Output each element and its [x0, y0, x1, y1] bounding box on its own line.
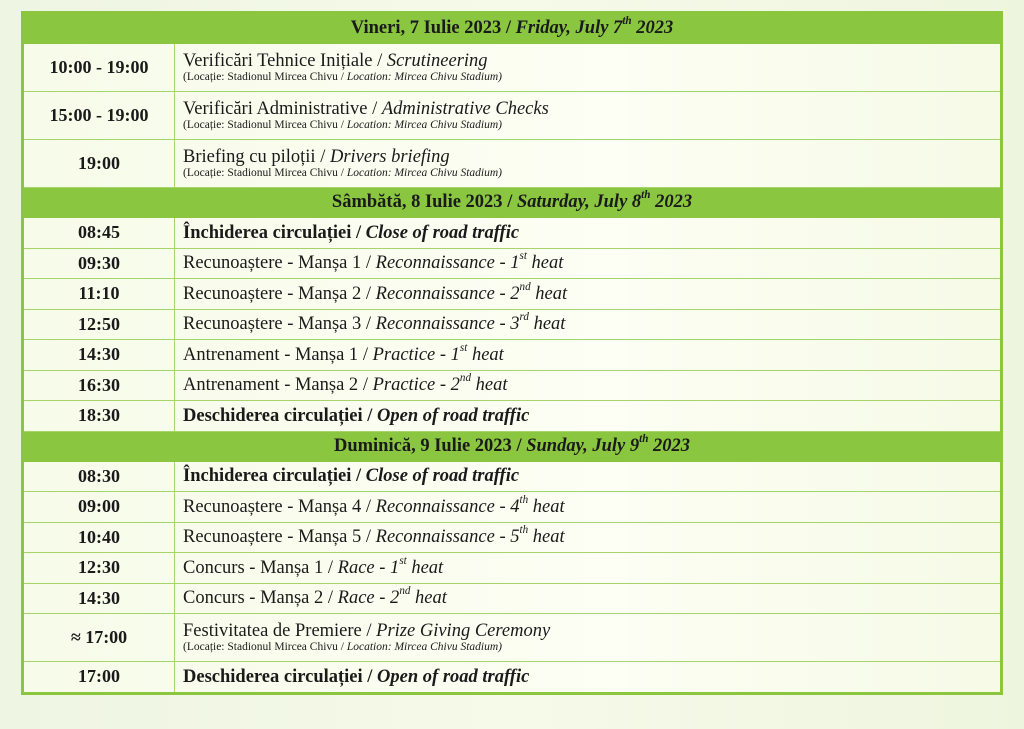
event-title-en: [337, 585, 447, 609]
event-title-en: [376, 621, 550, 641]
event-title-en: [366, 223, 519, 243]
day-title-year: 2023: [653, 435, 690, 456]
day-title-en: [515, 15, 674, 38]
event-title-en-text: Practice - 1: [372, 344, 460, 365]
schedule-row: [23, 279, 1002, 310]
day-title-en-text: Friday, July 7: [515, 18, 623, 38]
event-title-en-text: Reconnaissance - 4: [375, 496, 520, 517]
event-cell: [175, 370, 1002, 401]
heat-label: heat: [531, 253, 564, 274]
event-title-en-text: Open of road traffic: [377, 405, 530, 426]
ordinal-suffix: th: [519, 493, 529, 506]
event-time: 08:30: [23, 461, 175, 492]
event-title: Recunoaștere - Manșa 4 / Reconnaissance - 4th heat: [183, 493, 565, 517]
event-time: 14:30: [23, 340, 175, 371]
event-time: 14:30: [23, 583, 175, 614]
day-title-en: [516, 189, 693, 212]
event-cell: [175, 92, 1002, 140]
event-title-en: [387, 51, 488, 71]
event-cell: [175, 401, 1002, 432]
event-title: Concurs - Manșa 1 / Race - 1st heat: [183, 554, 444, 578]
heat-label: heat: [533, 314, 566, 335]
heat-label: heat: [532, 527, 565, 548]
event-title-ro: Verificări Administrative: [183, 99, 368, 119]
event-title-ro: Închiderea circulației: [183, 466, 352, 487]
day-header: Sâmbătă, 8 Iulie 2023 / Saturday, July 8th 2023: [23, 188, 1002, 218]
event-title-ro: Concurs - Manșa 1: [183, 557, 324, 578]
event-location: [183, 641, 1000, 654]
event-cell: [175, 279, 1002, 310]
schedule-row: [23, 492, 1002, 523]
event-title-ro: Concurs - Manșa 2: [183, 588, 324, 609]
schedule-row: [23, 370, 1002, 401]
event-time: 11:10: [23, 279, 175, 310]
event-time: 09:00: [23, 492, 175, 523]
schedule-body: [23, 13, 1002, 694]
event-title-ro: Recunoaștere - Manșa 1: [183, 253, 362, 274]
day-title-sup: th: [639, 432, 649, 445]
event-cell: [175, 553, 1002, 584]
schedule-row: [23, 140, 1002, 188]
heat-label: heat: [535, 283, 568, 304]
day-title-year: 2023: [636, 18, 674, 38]
event-title: Recunoaștere - Manșa 3 / Reconnaissance - 3rd heat: [183, 311, 566, 335]
event-title-en-text: Administrative Checks: [381, 99, 549, 119]
event-title-ro: Deschiderea circulației: [183, 666, 363, 687]
event-cell: [175, 492, 1002, 523]
schedule-row: [23, 44, 1002, 92]
event-title: Închiderea circulației / Close of road traffic: [183, 222, 520, 243]
ordinal-suffix: st: [399, 554, 407, 567]
heat-label: heat: [475, 375, 508, 396]
event-title-en-text: Race - 1: [337, 557, 400, 578]
event-title-en-text: Close of road traffic: [365, 466, 520, 487]
heat-label: heat: [415, 588, 447, 609]
event-cell: [175, 662, 1002, 694]
event-location: [183, 71, 1000, 84]
event-time: 19:00: [23, 140, 175, 188]
event-title-en: [372, 372, 508, 396]
event-title-en-text: Reconnaissance - 3: [375, 314, 520, 335]
schedule-row: [23, 614, 1002, 662]
location-ro: (Locație: Stadionul Mircea Chivu /: [183, 71, 344, 83]
schedule-row: [23, 461, 1002, 492]
event-title-en: [330, 147, 450, 167]
day-header: Duminică, 9 Iulie 2023 / Sunday, July 9th 2023: [23, 431, 1002, 461]
event-cell: [175, 583, 1002, 614]
event-location: [183, 119, 1000, 132]
event-title-en-text: Reconnaissance - 1: [375, 253, 520, 274]
day-title-year: 2023: [655, 192, 693, 212]
location-en: Location: Mircea Chivu Stadium): [346, 641, 502, 653]
event-title-en-text: Race - 2: [337, 588, 400, 609]
event-title-en: [337, 554, 444, 578]
event-time: 12:50: [23, 309, 175, 340]
day-title-sup: th: [641, 189, 651, 202]
event-title-ro: Festivitatea de Premiere: [183, 621, 362, 641]
ordinal-suffix: nd: [519, 280, 531, 293]
ordinal-suffix: nd: [459, 372, 471, 385]
event-time: 16:30: [23, 370, 175, 401]
day-header-row: [23, 13, 1002, 44]
ordinal-suffix: nd: [399, 585, 411, 598]
heat-label: heat: [532, 496, 565, 517]
event-title-ro: Deschiderea circulației: [183, 405, 363, 426]
ordinal-suffix: rd: [519, 311, 529, 324]
event-cell: [175, 461, 1002, 492]
event-title: Recunoaștere - Manșa 1 / Reconnaissance - 1st heat: [183, 250, 564, 274]
event-title-en: [366, 466, 519, 486]
event-cell: [175, 44, 1002, 92]
day-title-en-text: Sunday, July 9: [526, 435, 640, 456]
event-time: 10:40: [23, 522, 175, 553]
event-cell: [175, 218, 1002, 249]
event-title: Antrenament - Manșa 2 / Practice - 2nd heat: [183, 372, 508, 396]
day-title-ro: Sâmbătă, 8 Iulie 2023: [331, 192, 503, 212]
schedule-row: [23, 522, 1002, 553]
event-title-en: [377, 667, 529, 687]
event-title-en-text: Drivers briefing: [329, 147, 450, 167]
ordinal-suffix: st: [459, 341, 468, 354]
ordinal-suffix: th: [519, 524, 529, 537]
event-title: Verificări Tehnice Inițiale / Scrutineering: [183, 51, 488, 71]
event-title-ro: Recunoaștere - Manșa 2: [183, 283, 362, 304]
event-cell: [175, 522, 1002, 553]
event-title-ro: Recunoaștere - Manșa 3: [183, 314, 362, 335]
event-title-en: [382, 99, 549, 119]
event-title-ro: Verificări Tehnice Inițiale: [183, 51, 373, 71]
event-title-en: [372, 341, 504, 365]
day-header-row: [23, 188, 1002, 218]
event-time: 17:00: [23, 662, 175, 694]
schedule-row: [23, 340, 1002, 371]
location-en: Location: Mircea Chivu Stadium): [346, 71, 502, 83]
event-title-en: [375, 250, 564, 274]
event-time: 18:30: [23, 401, 175, 432]
event-title-ro: Briefing cu piloții: [183, 147, 316, 167]
event-title: Deschiderea circulației / Open of road traffic: [183, 405, 530, 426]
location-ro: (Locație: Stadionul Mircea Chivu /: [183, 167, 344, 179]
event-time: 15:00 - 19:00: [23, 92, 175, 140]
event-title-ro: Recunoaștere - Manșa 4: [183, 496, 362, 517]
schedule-table: [21, 11, 1003, 695]
location-ro: (Locație: Stadionul Mircea Chivu /: [183, 641, 344, 653]
event-title-ro: Antrenament - Manșa 2: [183, 375, 359, 396]
event-location: [183, 167, 1000, 180]
event-title-ro: Recunoaștere - Manșa 5: [183, 527, 362, 548]
event-title-en: [377, 406, 529, 426]
location-ro: (Locație: Stadionul Mircea Chivu /: [183, 119, 344, 131]
day-title-en-text: Saturday, July 8: [516, 192, 642, 212]
event-title-en-text: Open of road traffic: [377, 666, 530, 687]
event-cell: [175, 248, 1002, 279]
ordinal-suffix: st: [519, 250, 527, 263]
event-title: Recunoaștere - Manșa 5 / Reconnaissance - 5th heat: [183, 524, 565, 548]
schedule-row: [23, 309, 1002, 340]
event-title-ro: Închiderea circulației: [183, 222, 352, 243]
event-time: ≈ 17:00: [23, 614, 175, 662]
day-header: Vineri, 7 Iulie 2023 / Friday, July 7th 2023: [23, 13, 1002, 44]
event-title-ro: Antrenament - Manșa 1: [183, 344, 359, 365]
day-title-ro: Duminică, 9 Iulie 2023: [333, 435, 512, 456]
event-title: Festivitatea de Premiere / Prize Giving Ceremony: [183, 621, 551, 641]
event-title-en-text: Prize Giving Ceremony: [376, 621, 551, 641]
event-title: Concurs - Manșa 2 / Race - 2nd heat: [183, 585, 447, 609]
event-cell: [175, 340, 1002, 371]
event-title-en: [375, 524, 565, 548]
event-cell: [175, 614, 1002, 662]
schedule-row: [23, 662, 1002, 694]
event-cell: [175, 140, 1002, 188]
event-title: Verificări Administrative / Administrative Checks: [183, 99, 549, 119]
event-title: Deschiderea circulației / Open of road traffic: [183, 666, 530, 687]
event-title-en-text: Practice - 2: [372, 375, 460, 396]
event-title-en: [375, 311, 566, 335]
day-title-sup: th: [622, 15, 632, 28]
event-time: 09:30: [23, 248, 175, 279]
event-title-en-text: Reconnaissance - 2: [375, 283, 520, 304]
location-en: Location: Mircea Chivu Stadium): [346, 167, 502, 179]
event-cell: [175, 309, 1002, 340]
event-title: Antrenament - Manșa 1 / Practice - 1st heat: [183, 341, 504, 365]
event-title-en-text: Scrutineering: [386, 51, 488, 71]
schedule-row: [23, 92, 1002, 140]
schedule-row: [23, 401, 1002, 432]
heat-label: heat: [411, 557, 444, 578]
schedule-row: [23, 553, 1002, 584]
day-title-ro: Vineri, 7 Iulie 2023: [350, 18, 502, 38]
event-time: 10:00 - 19:00: [23, 44, 175, 92]
schedule-sheet: [21, 11, 1000, 695]
schedule-row: [23, 248, 1002, 279]
event-title-en: [375, 493, 565, 517]
event-title: Recunoaștere - Manșa 2 / Reconnaissance - 2nd heat: [183, 280, 568, 304]
heat-label: heat: [471, 344, 504, 365]
day-title-en: [526, 432, 690, 456]
event-title: Închiderea circulației / Close of road traffic: [183, 466, 520, 487]
event-title-en-text: Reconnaissance - 5: [375, 527, 520, 548]
schedule-row: [23, 583, 1002, 614]
event-time: 08:45: [23, 218, 175, 249]
event-title: Briefing cu piloții / Drivers briefing: [183, 147, 450, 167]
location-en: Location: Mircea Chivu Stadium): [346, 119, 502, 131]
schedule-row: [23, 218, 1002, 249]
event-time: 12:30: [23, 553, 175, 584]
event-title-en-text: Close of road traffic: [365, 222, 520, 243]
day-header-row: [23, 431, 1002, 461]
